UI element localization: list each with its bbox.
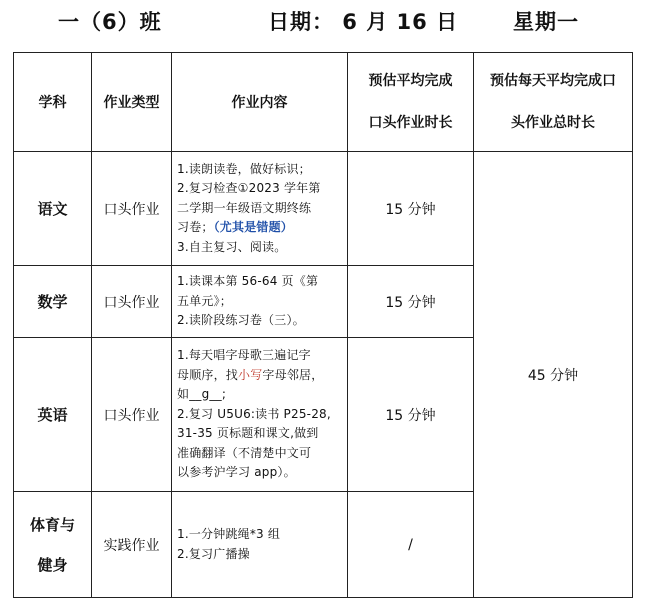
content-text: 习卷；	[177, 220, 214, 235]
content-line: 以参考沪学习 app）。	[177, 465, 296, 480]
header-daily-total-line2: 头作业总时长	[511, 115, 595, 131]
content-line: 2.复习检查①2023 学年第	[177, 181, 321, 196]
highlight-text: 小写	[238, 367, 263, 382]
subject-line1: 体育与	[29, 515, 75, 534]
header-avg-time-line2: 口头作业时长	[368, 115, 453, 131]
header-subject: 学科	[14, 53, 92, 152]
highlight-text: （尤其是错题）	[213, 220, 294, 235]
content-text: 字母邻居，	[262, 367, 324, 382]
time-cell: 15 分钟	[348, 152, 474, 266]
header-avg-time	[348, 53, 474, 152]
content-line: 1.读课本第 56-64 页《第	[177, 274, 319, 289]
content-line: 2.读阶段练习卷（三）。	[177, 313, 305, 328]
table-row	[14, 152, 633, 266]
content-cell	[172, 338, 348, 492]
content-cell	[172, 266, 348, 338]
subject-cell	[14, 492, 92, 598]
daily-total-cell: 45 分钟	[474, 152, 633, 598]
subject-cell: 英语	[14, 338, 92, 492]
header-avg-time-line1: 预估平均完成	[368, 73, 453, 89]
content-line: 1.每天唱字母歌三遍记字	[177, 348, 311, 363]
content-line: 3.自主复习、阅读。	[177, 239, 287, 254]
time-cell: 15 分钟	[348, 338, 474, 492]
content-line: 1.读朗读卷，做好标识；	[177, 161, 311, 176]
header-content: 作业内容	[172, 53, 348, 152]
type-cell: 口头作业	[92, 266, 172, 338]
content-line: 2.复习广播操	[177, 546, 250, 561]
content-cell	[172, 152, 348, 266]
time-cell: /	[348, 492, 474, 598]
content-line: 准确翻译（不清楚中文可	[177, 445, 312, 460]
header-daily-total	[474, 53, 633, 152]
header-daily-total-line1: 预估每天平均完成口	[490, 73, 616, 89]
homework-table	[13, 52, 633, 598]
type-cell: 口头作业	[92, 152, 172, 266]
date-label: 日期： 6 月 16 日	[268, 10, 459, 34]
content-line: 二学期一年级语文期终练	[177, 200, 312, 215]
table-header-row	[14, 53, 633, 152]
page-header	[0, 6, 645, 40]
subject-cell: 数学	[14, 266, 92, 338]
content-line: 31-35 页标题和课文,做到	[177, 426, 319, 441]
subject-cell: 语文	[14, 152, 92, 266]
weekday-label: 星期一	[513, 10, 579, 34]
class-label: 一（6）班	[58, 10, 162, 34]
content-line	[177, 366, 343, 386]
content-text: 母顺序，找	[177, 367, 239, 382]
type-cell: 口头作业	[92, 338, 172, 492]
content-cell	[172, 492, 348, 598]
type-cell: 实践作业	[92, 492, 172, 598]
time-cell: 15 分钟	[348, 266, 474, 338]
content-line: 1.一分钟跳绳*3 组	[177, 527, 281, 541]
content-line: 五单元》；	[177, 293, 233, 308]
header-type: 作业类型	[92, 53, 172, 152]
content-line: 2.复习 U5U6:读书 P25-28,	[177, 406, 331, 421]
subject-line2: 健身	[37, 555, 68, 574]
content-line: 如__g__;	[177, 387, 227, 402]
content-line	[177, 218, 343, 238]
